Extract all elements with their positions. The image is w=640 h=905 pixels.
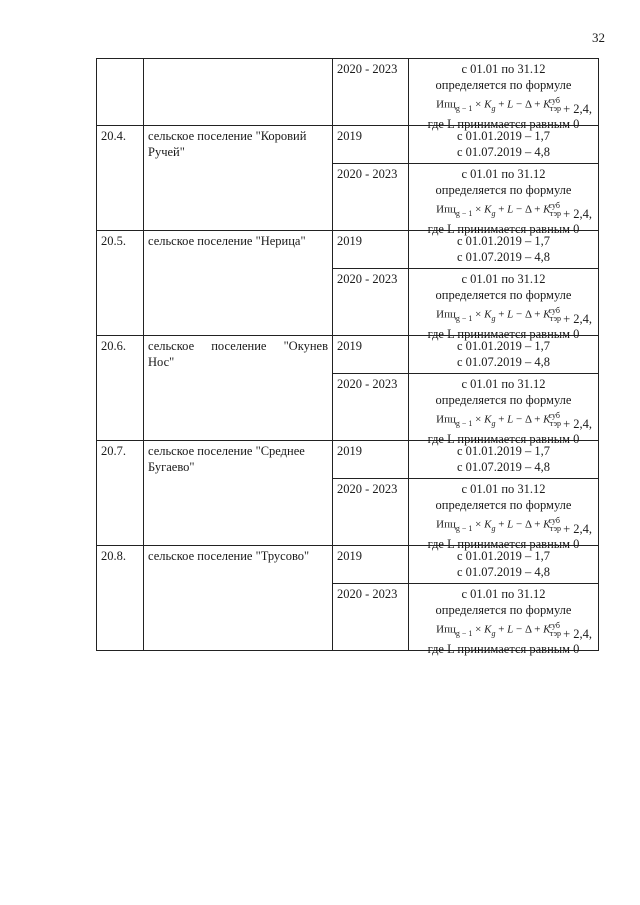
settlement-name-cell: сельское поселение "Коровий Ручей" xyxy=(144,126,333,231)
formula-cell: с 01.01 по 31.12 определяется по формуле $Ипц_{g - 1} \times K_g + L - \Delta + K^{суб}_{тэр} + 2,4$, где L принимается равным 0 xyxy=(409,164,599,231)
row-number-cell xyxy=(97,59,144,126)
year-cell: 2019 xyxy=(333,231,409,269)
settlement-name-cell xyxy=(144,59,333,126)
formula: $Ипц_{g - 1} \times K_g + L - \Delta + K^{суб}_{тэр} + 2,4$, xyxy=(436,306,592,326)
table-row xyxy=(97,231,599,269)
table-row xyxy=(97,59,599,126)
l-note-text: где L принимается равным 0 xyxy=(427,117,580,131)
table-row xyxy=(97,546,599,584)
formula: $Ипц_{g - 1} \times K_g + L - \Delta + K^{суб}_{тэр} + 2,4$, xyxy=(436,516,592,536)
row-number-cell: 20.7. xyxy=(97,441,144,546)
formula: $Ипц_{g - 1} \times K_g + L - \Delta + K^{суб}_{тэр} + 2,4$, xyxy=(436,201,592,221)
formula-cell: с 01.01 по 31.12 определяется по формуле $Ипц_{g - 1} \times K_g + L - \Delta + K^{суб}_{тэр} + 2,4$, где L принимается равным 0 xyxy=(409,584,599,651)
row-number-cell: 20.5. xyxy=(97,231,144,336)
tariff-table xyxy=(96,58,599,656)
value-cell: с 01.01.2019 – 1,7 с 01.07.2019 – 4,8 xyxy=(409,441,599,479)
period-text: с 01.01 по 31.12 xyxy=(461,62,546,76)
period-cell: 2020 - 2023 xyxy=(333,269,409,336)
value-cell: с 01.01.2019 – 1,7 с 01.07.2019 – 4,8 xyxy=(409,546,599,584)
period-cell: 2020 - 2023 xyxy=(333,584,409,651)
formula-intro-text: определяется по формуле xyxy=(435,78,572,92)
settlement-name-cell: сельское поселение "Нерица" xyxy=(144,231,333,336)
formula: $Ипц_{g - 1} \times K_g + L - \Delta + K^{суб}_{тэр} + 2,4$, xyxy=(436,411,592,431)
formula-cell: с 01.01 по 31.12 определяется по формуле $Ипц_{g - 1} \times K_g + L - \Delta + K^{суб}_{тэр} + 2,4$, где L принимается равным 0 xyxy=(409,374,599,441)
period-cell: 2020 - 2023 xyxy=(333,164,409,231)
row-number-cell: 20.8. xyxy=(97,546,144,651)
table-row xyxy=(97,336,599,374)
year-cell: 2019 xyxy=(333,441,409,479)
period-cell: 2020 - 2023 xyxy=(333,59,409,126)
value-cell: с 01.01.2019 – 1,7 с 01.07.2019 – 4,8 xyxy=(409,336,599,374)
formula-cell: с 01.01 по 31.12 определяется по формуле $Ипц_{g - 1} \times K_g + L - \Delta + K^{суб}_{тэр} + 2,4$, где L принимается равным 0 xyxy=(409,479,599,546)
formula-cell: с 01.01 по 31.12 определяется по формуле $Ипц_{g - 1} \times K_g + L - \Delta + K^{суб}_{тэр} + 2,4$, где L принимается равным 0 xyxy=(409,269,599,336)
period-cell: 2020 - 2023 xyxy=(333,479,409,546)
settlement-name-cell: сельское поселение "Трусово" xyxy=(144,546,333,651)
settlement-name-cell: сельское поселение "Среднее Бугаево" xyxy=(144,441,333,546)
value-cell: с 01.01.2019 – 1,7 с 01.07.2019 – 4,8 xyxy=(409,126,599,164)
row-number-cell: 20.4. xyxy=(97,126,144,231)
row-number-cell: 20.6. xyxy=(97,336,144,441)
page-number: 32 xyxy=(592,30,605,45)
formula: $Ипц_{g - 1} \times K_g + L - \Delta + K^{суб}_{тэр} + 2,4$, xyxy=(436,621,592,641)
year-cell: 2019 xyxy=(333,126,409,164)
period-cell: 2020 - 2023 xyxy=(333,374,409,441)
formula-cell xyxy=(409,59,599,131)
formula: $Ипц_{g - 1} \times K_g + L - \Delta + K^{суб}_{тэр} + 2,4$, xyxy=(436,96,592,116)
table-row xyxy=(97,126,599,164)
value-cell: с 01.01.2019 – 1,7 с 01.07.2019 – 4,8 xyxy=(409,231,599,269)
table-row xyxy=(97,441,599,479)
year-cell: 2019 xyxy=(333,546,409,584)
settlement-name-cell: сельское поселение "Окунев Нос" xyxy=(144,336,333,441)
year-cell: 2019 xyxy=(333,336,409,374)
formula-tail: + 2,4, xyxy=(563,102,592,116)
